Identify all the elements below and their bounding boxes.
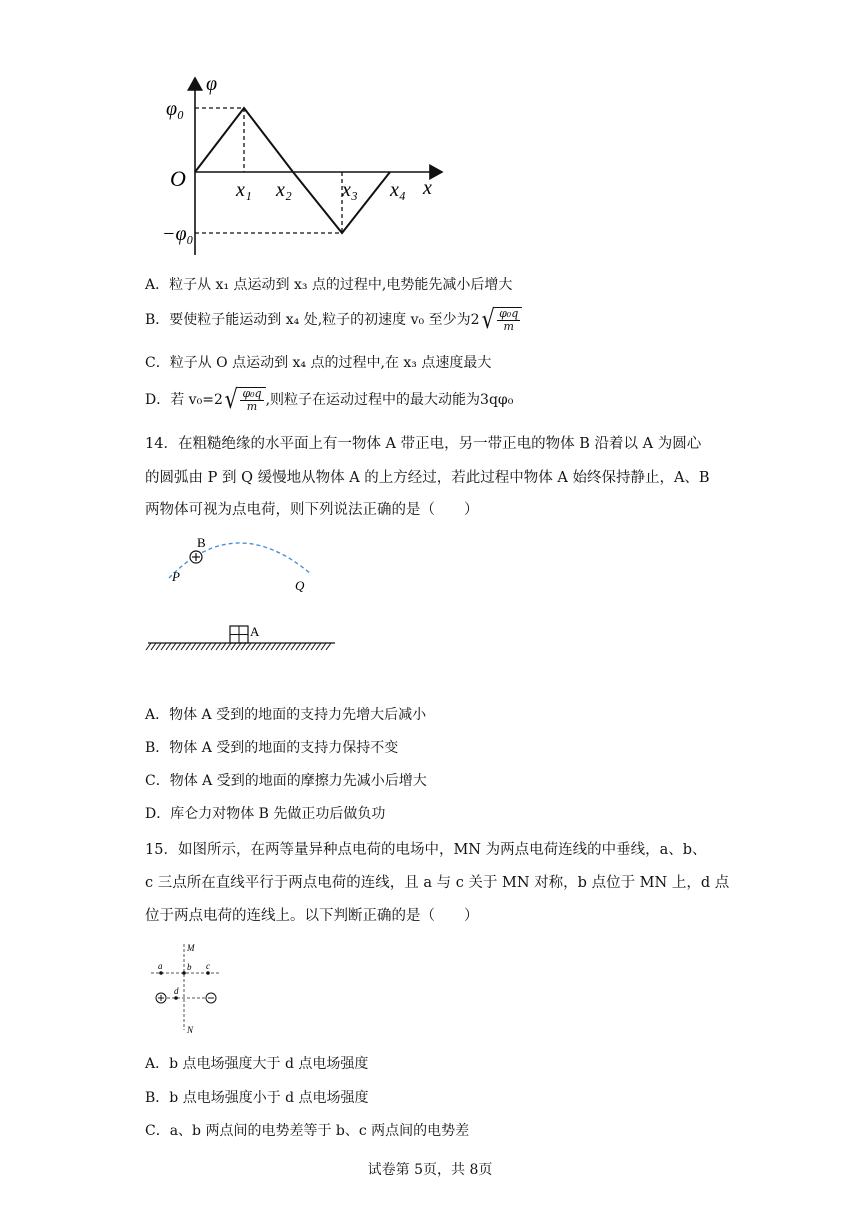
label-c-point: c [206,961,210,971]
label-m: M [187,943,195,953]
label-a-point: a [158,961,163,971]
label-n: N [187,1025,194,1035]
label-a: A [250,624,260,639]
x2-label: x₂ [276,179,292,201]
q15-stem-line2: c 三点所在直线平行于两点电荷的连线，且 a 与 c 关于 MN 对称，b 点位于 MN 上，d 点 [145,875,730,891]
x1-label: x₁ [236,179,252,201]
potential-graph [160,70,450,270]
sqrt-expression: √ $\frac{\text{φ₀q}}{m}$ [480,307,523,333]
dipole-figure [145,938,235,1038]
q14-option-b: B．物体 A 受到的地面的支持力保持不变 [145,740,399,756]
label-d-point: d [174,986,179,996]
q14-stem-line2: 的圆弧由 P 到 Q 缓慢地从物体 A 的上方经过，若此过程中物体 A 始终保持静止，A、B [145,470,710,486]
q13-option-d: D．若 v₀=2 √ $\frac{\text{φ₀q}}{m}$ ,则粒子在运动过程中的最大动能为3qφ₀ [145,385,514,415]
q15-stem-line1: 15．如图所示，在两等量异种点电荷的电场中，MN 为两点电荷连线的中垂线，a、b、 [145,842,707,858]
phi0-label: φ₀ [166,98,185,120]
origin-label: O [170,166,186,191]
x3-label: x₃ [342,179,358,201]
page-footer: 试卷第 5页，共 8页 [367,1162,493,1178]
q13-option-b: B．要使粒子能运动到 x₄ 处,粒子的初速度 v₀ 至少为2 √ $\frac{\text{φ₀q}}{m}$ [145,307,522,333]
label-b-point: b [187,962,192,972]
q14-option-d: D．库仑力对物体 B 先做正功后做负功 [145,806,386,822]
label-b: B [197,535,206,550]
y-axis-label: φ [206,73,218,95]
q15-option-c: C．a、b 两点间的电势差等于 b、c 两点间的电势差 [145,1123,470,1139]
q13-option-a: A．粒子从 x₁ 点运动到 x₃ 点的过程中,电势能先减小后增大 [145,277,513,293]
arc-path [169,543,311,578]
arc-figure [145,530,345,660]
q14-stem-line3: 两物体可视为点电荷，则下列说法正确的是（ ） [145,502,479,518]
q14-option-a: A．物体 A 受到的地面的支持力先增大后减小 [145,707,427,723]
q13-option-c: C．粒子从 O 点运动到 x₄ 点的过程中,在 x₃ 点速度最大 [145,355,492,371]
label-p: P [172,569,180,584]
q14-stem-line1: 14．在粗糙绝缘的水平面上有一物体 A 带正电，另一带正电的物体 B 沿着以 A 为圆心 [145,436,702,452]
q14-option-c: C．物体 A 受到的地面的摩擦力先减小后增大 [145,773,427,789]
q15-option-a: A．b 点电场强度大于 d 点电场强度 [145,1056,369,1072]
q15-stem-line3: 位于两点电荷的连线上。以下判断正确的是（ ） [145,908,479,924]
x-axis-label: x [423,177,432,199]
q15-option-b: B．b 点电场强度小于 d 点电场强度 [145,1090,369,1106]
label-q: Q [295,578,305,593]
x4-label: x₄ [390,179,406,201]
potential-curve [195,108,390,233]
neg-phi0-label: −φ₀ [162,223,194,245]
